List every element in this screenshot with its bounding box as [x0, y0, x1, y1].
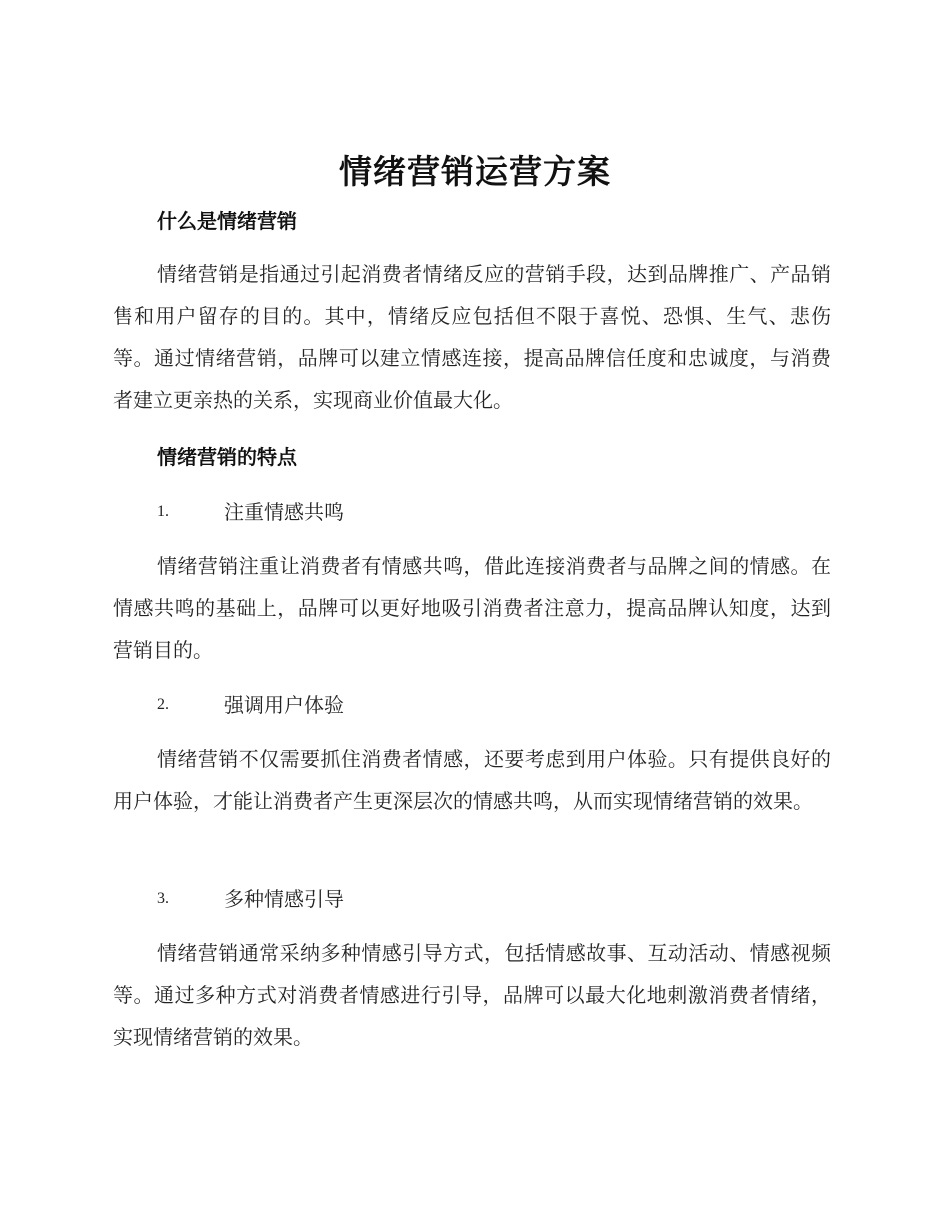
- list-number: 2.: [157, 696, 169, 713]
- list-number: 1.: [157, 503, 169, 520]
- emotional-resonance-paragraph: 情绪营销注重让消费者有情感共鸣，借此连接消费者与品牌之间的情感。在情感共鸣的基础上，品牌可以更好地吸引消费者注意力，提高品牌认知度，达到营销目的。: [113, 554, 831, 662]
- section-heading-what-is: 什么是情绪营销: [157, 209, 297, 233]
- list-item-label: 强调用户体验: [224, 693, 344, 717]
- list-item-label: 注重情感共鸣: [224, 500, 344, 524]
- definition-paragraph: 情绪营销是指通过引起消费者情绪反应的营销手段，达到品牌推广、产品销售和用户留存的目的。其中，情绪反应包括但不限于喜悦、恐惧、生气、悲伤等。通过情绪营销，品牌可以建立情感连接，提高品牌信任度和忠诚度，与消费者建立更亲热的关系，实现商业价值最大化。: [113, 262, 831, 412]
- user-experience-paragraph: 情绪营销不仅需要抓住消费者情感，还要考虑到用户体验。只有提供良好的用户体验，才能让消费者产生更深层次的情感共鸣，从而实现情绪营销的效果。: [113, 747, 831, 813]
- list-number: 3.: [157, 890, 169, 907]
- document-title: 情绪营销运营方案: [339, 152, 611, 191]
- section-heading-features: 情绪营销的特点: [157, 445, 297, 469]
- list-item-label: 多种情感引导: [224, 887, 344, 911]
- emotional-guidance-paragraph: 情绪营销通常采纳多种情感引导方式，包括情感故事、互动活动、情感视频等。通过多种方式对消费者情感进行引导，品牌可以最大化地刺激消费者情绪，实现情绪营销的效果。: [113, 941, 831, 1049]
